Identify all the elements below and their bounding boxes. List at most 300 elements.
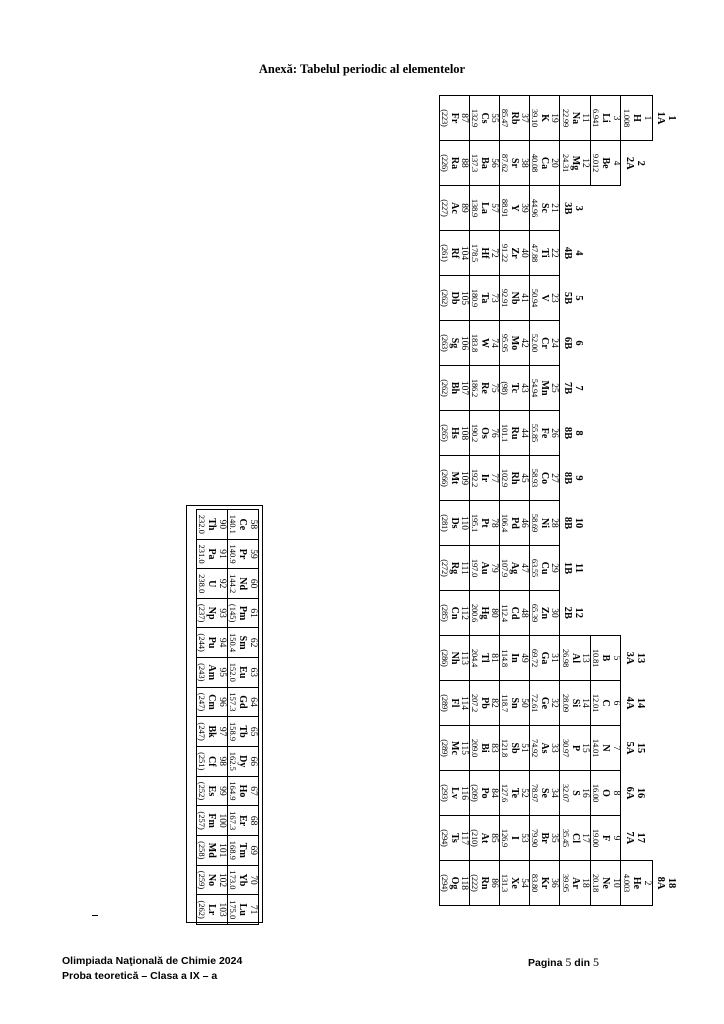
atomic-mass: 32.07 — [560, 783, 571, 803]
atomic-number: 4 — [611, 160, 621, 166]
table-row — [621, 96, 653, 906]
element-symbol: Rh — [509, 471, 520, 485]
atomic-number: 118 — [459, 876, 470, 890]
group-number: 13 — [634, 652, 646, 664]
group-number: 18 — [666, 877, 678, 889]
element-symbol: Pb — [479, 697, 490, 709]
group-number: 2 — [634, 160, 646, 166]
atomic-number: 68 — [248, 815, 258, 826]
element-cell-re — [470, 366, 500, 411]
atomic-mass: 168.9 — [228, 840, 239, 860]
element-cell-i — [500, 816, 530, 861]
element-symbol: Md — [206, 842, 218, 858]
atomic-number: 20 — [549, 158, 560, 168]
atomic-number: 9 — [611, 835, 621, 841]
element-cell-th — [197, 510, 228, 540]
element-symbol: S — [569, 790, 581, 796]
element-cell-pt — [470, 501, 500, 546]
atomic-mass: 39.10 — [530, 108, 540, 128]
table-row — [653, 96, 685, 906]
atomic-number: 85 — [489, 833, 500, 843]
empty-cell — [653, 186, 685, 231]
element-symbol: Kr — [539, 876, 550, 890]
atomic-number: 95 — [217, 667, 227, 678]
element-symbol: Es — [206, 785, 218, 797]
element-symbol: Ni — [539, 518, 550, 528]
element-cell-cs — [470, 96, 500, 141]
element-cell-fm — [197, 806, 228, 836]
element-symbol: Ce — [237, 518, 249, 531]
element-symbol: Tm — [237, 842, 249, 858]
atomic-number: 92 — [217, 578, 227, 589]
atomic-mass: (289) — [440, 694, 450, 712]
empty-cell — [621, 501, 653, 546]
element-symbol: Bi — [479, 743, 490, 753]
atomic-mass: 190.2 — [470, 423, 480, 443]
element-symbol: K — [539, 114, 550, 122]
atomic-number: 45 — [519, 473, 530, 483]
element-symbol: Se — [539, 788, 550, 798]
element-cell-eu — [228, 657, 259, 687]
atomic-mass: (98) — [500, 381, 510, 395]
element-cell-k — [530, 96, 560, 141]
group-header — [653, 861, 685, 906]
atomic-number: 18 — [580, 878, 591, 888]
element-cell-ru — [500, 411, 530, 456]
atomic-mass: 106.4 — [500, 513, 510, 533]
element-symbol: He — [631, 876, 643, 890]
atomic-mass: 50.94 — [530, 288, 540, 308]
element-cell-bh — [440, 366, 470, 411]
atomic-number: 82 — [489, 698, 500, 708]
group-label: 6B — [562, 336, 574, 350]
atomic-number: 38 — [519, 158, 530, 168]
element-symbol: Sn — [509, 697, 520, 709]
group-header — [653, 96, 685, 141]
element-cell-tm — [228, 835, 259, 865]
atomic-number: 93 — [217, 608, 227, 618]
element-symbol: Xe — [509, 877, 520, 889]
table-row — [560, 96, 592, 906]
atomic-number: 17 — [580, 833, 591, 843]
atomic-number: 65 — [248, 726, 258, 737]
atomic-number: 8 — [611, 790, 621, 796]
element-symbol: Dy — [237, 755, 249, 768]
element-cell-hs — [440, 411, 470, 456]
atomic-mass: (263) — [440, 334, 450, 352]
group-label: 1B — [562, 561, 574, 575]
atomic-mass: 232.0 — [197, 514, 208, 534]
atomic-number: 56 — [489, 158, 500, 168]
empty-cell — [653, 726, 685, 771]
atomic-number: 114 — [459, 696, 470, 710]
atomic-mass: 192.2 — [470, 468, 480, 488]
atomic-mass: (247) — [197, 692, 208, 712]
group-header — [560, 276, 592, 321]
page-total: 5 — [592, 955, 599, 969]
element-cell-tc — [500, 366, 530, 411]
atomic-number: 90 — [217, 519, 227, 530]
atomic-mass: (262) — [440, 379, 450, 397]
group-header — [560, 501, 592, 546]
atomic-number: 22 — [549, 248, 560, 258]
element-cell-tl — [470, 636, 500, 681]
element-symbol: Lu — [237, 903, 249, 916]
element-cell-v — [530, 276, 560, 321]
element-cell-ta — [470, 276, 500, 321]
element-cell-ni — [530, 501, 560, 546]
atomic-mass: (226) — [440, 154, 450, 172]
atomic-number: 99 — [217, 786, 227, 796]
group-label: 4A — [623, 696, 635, 710]
element-symbol: Ts — [449, 833, 460, 843]
atomic-mass: 22.99 — [560, 108, 571, 128]
atomic-mass: 9.012 — [591, 153, 602, 173]
element-cell-si — [560, 681, 592, 726]
atomic-mass: (262) — [197, 900, 208, 919]
element-symbol: H — [631, 114, 643, 122]
atomic-mass: 200.6 — [470, 603, 480, 623]
group-label: 8B — [562, 471, 574, 485]
atomic-number: 79 — [489, 563, 500, 573]
group-label: 8B — [562, 516, 574, 530]
element-symbol: Er — [237, 815, 249, 827]
atomic-number: 106 — [459, 335, 470, 351]
atomic-number: 42 — [519, 338, 530, 348]
atomic-number: 84 — [489, 788, 500, 798]
group-header — [560, 231, 592, 276]
element-cell-am — [197, 657, 228, 687]
atomic-mass: 164.9 — [228, 781, 239, 801]
atomic-number: 83 — [489, 743, 500, 753]
atomic-number: 21 — [549, 203, 560, 213]
element-cell-cn — [440, 591, 470, 636]
element-symbol: Pt — [479, 518, 490, 528]
empty-cell — [591, 411, 621, 456]
group-number: 8 — [573, 430, 585, 436]
element-symbol: Yb — [237, 873, 249, 887]
element-cell-w — [470, 321, 500, 366]
group-label: 4B — [562, 246, 574, 260]
atomic-mass: 52.00 — [530, 333, 540, 353]
element-symbol: Fm — [206, 813, 218, 828]
atomic-number: 78 — [489, 518, 500, 528]
element-cell-mn — [530, 366, 560, 411]
element-symbol: Mg — [569, 155, 581, 171]
atomic-number: 6 — [611, 700, 621, 706]
atomic-number: 96 — [217, 697, 227, 707]
atomic-number: 97 — [217, 726, 227, 737]
atomic-mass: 195.1 — [470, 513, 480, 533]
atomic-number: 5 — [611, 655, 621, 661]
atomic-mass: 58.69 — [530, 513, 540, 533]
element-cell-rn — [470, 861, 500, 906]
atomic-number: 71 — [248, 904, 258, 915]
atomic-mass: (247) — [197, 722, 208, 741]
empty-cell — [591, 321, 621, 366]
empty-cell — [591, 276, 621, 321]
atomic-number: 11 — [580, 113, 591, 123]
empty-cell — [591, 186, 621, 231]
page-title: Anexă: Tabelul periodic al elementelor — [258, 62, 466, 76]
element-symbol: Os — [479, 427, 490, 439]
periodic-table-container — [100, 95, 684, 925]
atomic-number: 39 — [519, 203, 530, 213]
empty-cell — [653, 231, 685, 276]
empty-cell — [653, 546, 685, 591]
atomic-mass: 1.008 — [622, 108, 633, 128]
element-cell-yb — [228, 865, 259, 895]
atomic-number: 55 — [489, 113, 500, 123]
atomic-number: 37 — [519, 113, 530, 123]
atomic-number: 33 — [549, 743, 560, 753]
element-symbol: Ra — [449, 156, 460, 170]
element-symbol: Sg — [449, 337, 460, 349]
group-label: 1A — [655, 111, 667, 125]
atomic-number: 28 — [549, 518, 560, 528]
element-cell-o — [591, 771, 621, 816]
element-cell-kr — [530, 861, 560, 906]
element-cell-as — [530, 726, 560, 771]
group-label: 8A — [655, 876, 667, 890]
atomic-number: 108 — [459, 425, 470, 441]
atomic-mass: 10.81 — [591, 648, 602, 668]
element-symbol: Ar — [569, 877, 581, 889]
atomic-mass: (243) — [197, 663, 208, 682]
empty-cell — [621, 546, 653, 591]
element-symbol: Cu — [539, 561, 550, 575]
atomic-mass: (210) — [470, 829, 480, 847]
atomic-mass: 131.3 — [500, 873, 510, 893]
atomic-mass: 12.01 — [591, 693, 602, 713]
element-cell-mc — [440, 726, 470, 771]
empty-cell — [621, 366, 653, 411]
group-number: 10 — [573, 517, 585, 529]
atomic-number: 7 — [611, 745, 621, 751]
atomic-number: 14 — [580, 698, 591, 708]
atomic-mass: 158.9 — [228, 722, 239, 742]
element-symbol: Cm — [206, 694, 218, 710]
atomic-number: 53 — [519, 833, 530, 843]
element-symbol: Fr — [449, 112, 460, 124]
element-symbol: Re — [479, 382, 490, 394]
atomic-number: 29 — [549, 563, 560, 573]
group-label: 7B — [562, 381, 574, 395]
element-symbol: Pm — [237, 605, 249, 621]
atomic-number: 44 — [519, 428, 530, 438]
element-cell-nh — [440, 636, 470, 681]
element-symbol: Fl — [449, 698, 460, 708]
atomic-mass: 162.5 — [228, 751, 239, 771]
element-symbol: As — [539, 742, 550, 754]
atomic-number: 3 — [611, 115, 621, 121]
atomic-mass: 39.95 — [560, 873, 571, 893]
element-symbol: Mc — [449, 741, 460, 755]
element-symbol: Pu — [206, 636, 218, 649]
atomic-number: 94 — [217, 637, 227, 648]
element-symbol: Cs — [479, 112, 490, 124]
element-cell-sr — [500, 141, 530, 186]
group-number: 5 — [573, 295, 585, 301]
element-cell-ce — [228, 510, 259, 540]
empty-cell — [621, 591, 653, 636]
element-symbol: Nd — [237, 577, 249, 591]
element-cell-ne — [591, 861, 621, 906]
empty-cell — [621, 231, 653, 276]
group-header — [560, 321, 592, 366]
atomic-number: 75 — [489, 383, 500, 393]
atomic-number: 61 — [248, 608, 258, 618]
atomic-mass: (286) — [440, 649, 450, 667]
element-symbol: Y — [509, 204, 520, 212]
group-header — [621, 726, 653, 771]
element-cell-md — [197, 835, 228, 865]
element-symbol: At — [479, 832, 490, 844]
element-cell-pu — [197, 628, 228, 658]
element-cell-sm — [228, 628, 259, 658]
atomic-number: 115 — [459, 741, 470, 755]
element-symbol: Nh — [449, 651, 460, 665]
footer-page — [528, 955, 599, 970]
atomic-number: 34 — [549, 788, 560, 798]
atomic-mass: (222) — [470, 874, 480, 892]
element-cell-ar — [560, 861, 592, 906]
atomic-number: 40 — [519, 248, 530, 258]
atomic-number: 51 — [519, 743, 530, 753]
element-symbol: Lr — [206, 904, 218, 916]
element-symbol: Cf — [206, 756, 218, 767]
atomic-mass: 74.92 — [530, 738, 540, 758]
table-row — [470, 96, 500, 906]
element-cell-s — [560, 771, 592, 816]
atomic-mass: 87.62 — [500, 153, 510, 173]
element-symbol: Mt — [449, 471, 460, 485]
atomic-mass: (209) — [470, 784, 480, 802]
element-symbol: Br — [539, 832, 550, 844]
f-block-table — [196, 509, 259, 925]
atomic-mass: 19.00 — [591, 828, 602, 848]
atomic-number: 88 — [459, 158, 470, 168]
element-cell-b — [591, 636, 621, 681]
element-symbol: Rn — [479, 876, 490, 890]
element-cell-n — [591, 726, 621, 771]
element-symbol: Ca — [539, 156, 550, 170]
group-label: 2A — [623, 156, 635, 170]
atomic-number: 15 — [580, 743, 591, 753]
empty-cell — [653, 456, 685, 501]
element-cell-bi — [470, 726, 500, 771]
element-cell-at — [470, 816, 500, 861]
element-cell-rf — [440, 231, 470, 276]
element-symbol: Ac — [449, 202, 460, 214]
atomic-mass: (257) — [197, 811, 208, 830]
atomic-mass: 88.91 — [500, 198, 510, 218]
atomic-number: 24 — [549, 338, 560, 348]
element-symbol: Rb — [509, 111, 520, 125]
element-cell-na — [560, 96, 592, 141]
element-cell-fr — [440, 96, 470, 141]
group-header — [621, 681, 653, 726]
empty-cell — [591, 591, 621, 636]
atomic-mass: 102.9 — [500, 468, 510, 488]
element-symbol: Fe — [539, 427, 550, 439]
atomic-mass: (252) — [197, 781, 208, 801]
atomic-number: 60 — [248, 578, 258, 589]
element-symbol: Rf — [449, 247, 460, 259]
element-cell-ds — [440, 501, 470, 546]
element-symbol: Pa — [206, 548, 218, 560]
group-label: 5B — [562, 291, 574, 305]
atomic-mass: 85.47 — [500, 108, 510, 128]
element-symbol: Sb — [509, 742, 520, 754]
element-symbol: W — [479, 338, 490, 348]
atomic-mass: 180.9 — [470, 288, 480, 308]
atomic-mass: 40.08 — [530, 153, 540, 173]
group-number: 7 — [573, 385, 585, 391]
atomic-mass: (223) — [440, 109, 450, 127]
atomic-number: 30 — [549, 608, 560, 618]
element-cell-zr — [500, 231, 530, 276]
atomic-mass: 63.55 — [530, 558, 540, 578]
element-symbol: Co — [539, 471, 550, 485]
element-cell-zn — [530, 591, 560, 636]
atomic-number: 91 — [217, 549, 227, 559]
atomic-number: 54 — [519, 878, 530, 888]
empty-cell — [591, 456, 621, 501]
atomic-number: 57 — [489, 203, 500, 213]
atomic-mass: 157.3 — [228, 692, 239, 712]
atomic-number: 116 — [459, 786, 470, 800]
element-symbol: Db — [449, 291, 460, 305]
atomic-number: 2 — [641, 880, 652, 886]
element-symbol: Hf — [479, 247, 490, 259]
element-cell-y — [500, 186, 530, 231]
element-cell-ho — [228, 776, 259, 806]
empty-cell — [591, 366, 621, 411]
element-cell-cf — [197, 746, 228, 776]
atomic-mass: 132.9 — [470, 108, 480, 128]
empty-cell — [653, 816, 685, 861]
empty-cell — [621, 321, 653, 366]
element-cell-br — [530, 816, 560, 861]
atomic-number: 1 — [641, 115, 652, 121]
group-label: 3B — [562, 202, 574, 215]
atomic-number: 105 — [459, 290, 470, 306]
element-symbol: Ta — [479, 292, 490, 304]
group-number: 4 — [573, 250, 585, 256]
group-number: 16 — [634, 787, 646, 799]
table-row — [500, 96, 530, 906]
element-cell-ac — [440, 186, 470, 231]
element-cell-se — [530, 771, 560, 816]
atomic-number: 89 — [459, 203, 470, 213]
atomic-number: 113 — [459, 651, 470, 665]
element-symbol: Sm — [237, 635, 249, 650]
empty-cell — [621, 186, 653, 231]
atomic-number: 16 — [580, 788, 591, 798]
group-header — [621, 141, 653, 186]
group-number: 12 — [573, 607, 585, 618]
group-header — [560, 591, 592, 636]
group-header — [560, 366, 592, 411]
element-cell-cr — [530, 321, 560, 366]
atomic-number: 19 — [549, 113, 560, 123]
element-cell-c — [591, 681, 621, 726]
empty-cell — [653, 411, 685, 456]
atomic-mass: (289) — [440, 739, 450, 757]
atomic-number: 73 — [489, 293, 500, 303]
atomic-mass: 140.9 — [228, 544, 239, 564]
